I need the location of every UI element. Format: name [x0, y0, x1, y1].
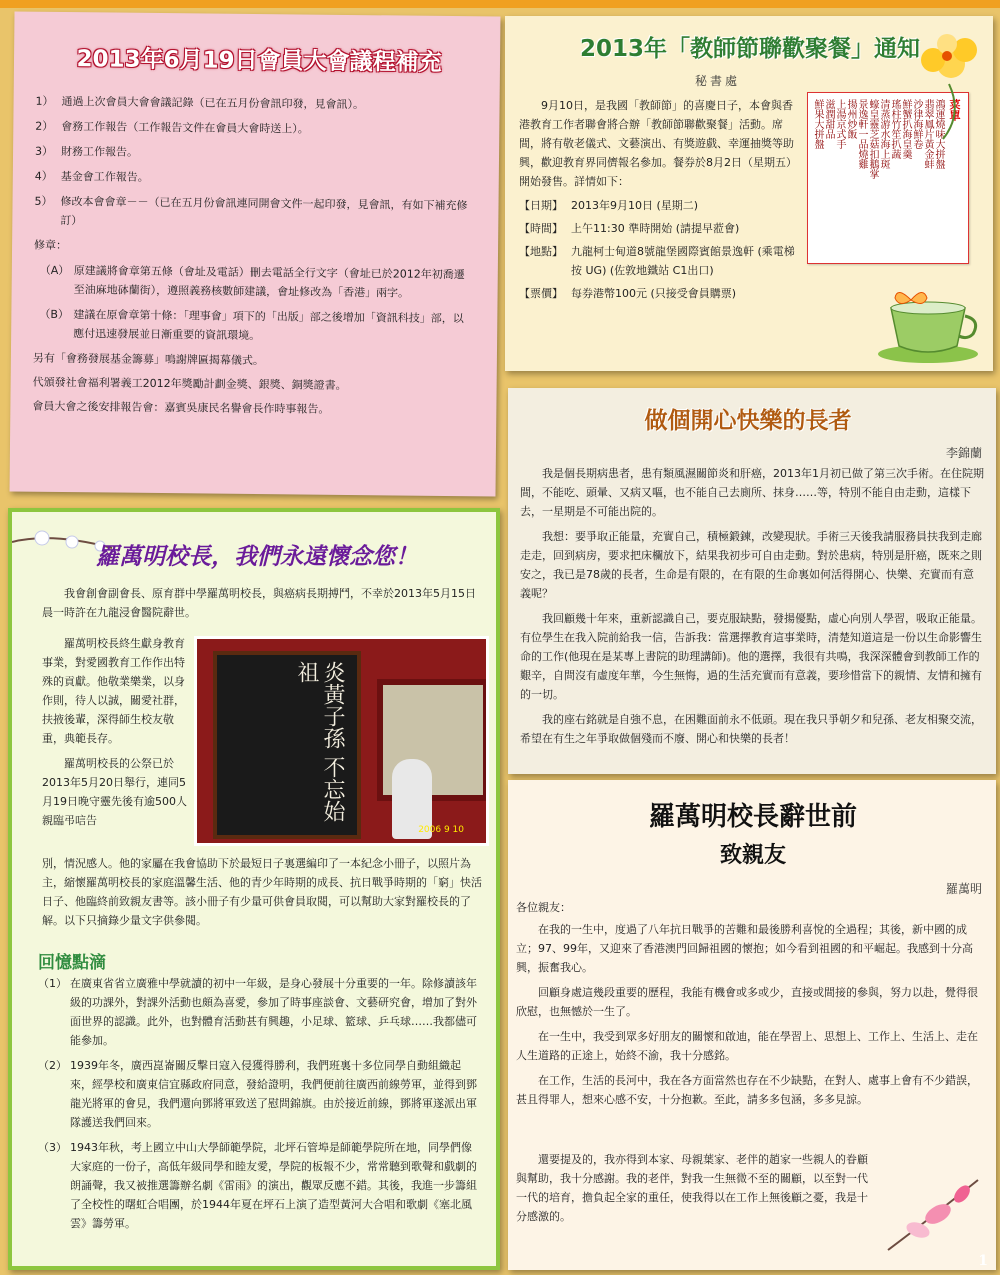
agenda-item-text: 修改本會會章－－（已在五月份會訊連同開會文件一起印發，見會訊，有如下補充修訂） [60, 194, 468, 228]
agenda-item-num: 3） [34, 144, 54, 158]
memorial-paragraph: 羅萬明校長終生獻身教育事業，對愛國教育工作作出特殊的貢獻。他敬業樂業，以身作則，待人以誠，關愛社群，扶掖後輩，深得師生校友敬重，典範長存。 [42, 637, 185, 745]
amend-item-num: （B） [39, 307, 69, 322]
letter-body-last [516, 1150, 868, 1232]
letter-greeting-text: 各位親友： [516, 901, 571, 914]
memory-item [38, 974, 482, 1050]
agenda-extra-2: 代頒發社會福利署義工2012年獎勵計劃金獎、銀獎、銅獎證書。 [32, 375, 347, 392]
memories-body [38, 974, 482, 1239]
amend-item-text: 原建議將會章第五條（會址及電話）刪去電話全行文字（會址已於2012年初喬遷至油麻地砵蘭街），遵照義務核數師建議，會址修改為「香港」兩字。 [73, 264, 465, 300]
photo-date-stamp: 2006 9 10 [418, 825, 464, 835]
letter-body [516, 920, 980, 1115]
memory-item-num: （3） [38, 1141, 67, 1154]
notice-paragraph: 9月10日，是我國「教師節」的喜慶日子，本會與香港教育工作者聯會將合辦「教師節聯歡聚餐」活動。席間，將有敬老儀式、文藝演出、有獎遊戲、幸運抽獎等助興，歡迎教育界同儕報名參加。餐券於8月2日（星期五）開始發售。詳情如下： [519, 99, 797, 188]
letter-paragraph: 在一生中，我受到眾多好朋友的關懷和啟迪，能在學習上、思想上、工作上、生活上、走在人生道路的正途上，始終不渝，我十分感銘。 [516, 1030, 978, 1062]
memories-list [38, 974, 482, 1233]
notice-details [519, 196, 801, 307]
menu-item: 蠔皇靈芝菇扣鵝掌 [867, 99, 878, 179]
letter-paragraph: 回顧身處這幾段重要的歷程，我能有機會或多或少，直接或間接的參與，努力以赴，覺得很欣慰，也無憾於一生了。 [516, 986, 978, 1018]
memorial-intro [42, 584, 482, 628]
agenda-item-num: 2） [35, 119, 54, 133]
elder-title: 做個開心快樂的長者 [644, 408, 852, 434]
agenda-item [35, 92, 475, 116]
menu-item: 景逸軒一品燒雞 [856, 99, 867, 169]
menu-item: 沙律海鮮卷 [911, 99, 922, 149]
memorial-panel [8, 508, 500, 1270]
notice-venue-row [519, 242, 801, 280]
amend-item [39, 305, 473, 348]
letter-author: 羅萬明 [945, 882, 982, 896]
notice-time-row [519, 219, 801, 238]
amend-item-text: 建議在原會章第十條：「理事會」項下的「出版」部之後增加「資訊科技」部，以應付迅速發展並日漸重要的資訊環境。 [73, 308, 464, 343]
memorial-title: 羅萬明校長，我們永遠懷念您！ [96, 544, 418, 570]
elder-paragraph: 我回顧幾十年來，重新認識自己，要克服缺點，發揚優點，虛心向別人學習，吸取正能量。有位學生在我入院前給我一信，告訴我：當選擇教育這事業時，清楚知道這是一份以生命影響生命的工作(他現在是某專上書院的助理講師)。他的選擇，我很有共鳴，我深深體會到教師工作的艱辛，自問沒有虛度年華，今生無悔，過的生活充實而有意義，要珍惜當下的親情、友情和擁有的一切。 [520, 612, 982, 701]
agenda-item-text: 通過上次會員大會會議記錄（已在五月份會訊印發，見會訊）。 [61, 94, 365, 112]
agenda-item [34, 192, 474, 235]
elder-panel [508, 388, 996, 774]
notice-body [519, 96, 801, 197]
menu-title: 菜單 [948, 99, 961, 121]
agenda-extra-1: 另有「會務發展基金籌募」鳴謝牌匾揭幕儀式。 [32, 351, 264, 368]
notice-title: 2013年「教師節聯歡聚餐」通知 [579, 36, 920, 62]
memorial-paragraph: 我會創會副會長、原育群中學羅萬明校長，與癌病長期搏鬥，不幸於2013年5月15日晨一時許在九龍浸會醫院辭世。 [42, 587, 476, 619]
notice-row-value: 九龍柯士甸道8號龍堡國際賓館景逸軒 (乘電梯按 UG) (佐敦地鐵站 C1出口) [571, 245, 795, 277]
amend-label: 修章： [34, 238, 68, 253]
amend-list [39, 261, 474, 348]
memories-heading: 回憶點滴 [38, 953, 106, 973]
notice-panel [505, 16, 993, 371]
agenda-item [35, 117, 475, 141]
amend-item-num: （A） [39, 263, 70, 278]
menu-item: 鮮蟹扒海皇羹 [900, 99, 911, 159]
agenda-item-text: 財務工作報告。 [60, 144, 139, 159]
page-number: 1 [978, 1253, 988, 1269]
notice-date-row [519, 196, 801, 215]
elder-body [520, 464, 984, 754]
menu-item: 鴻運燒味大拼盤 [933, 99, 944, 169]
menu-item: 鮮果大拼盤 [812, 99, 823, 149]
elder-paragraph: 我的座右銘就是自強不息，在困難面前永不低頭。現在我只爭朝夕和兒孫、老友相聚交流，希望在有生之年爭取做個殘而不廢、開心和快樂的長者！ [520, 713, 982, 745]
notice-row-value: 上午11:30 準時開始 (請提早蒞會) [571, 222, 740, 235]
memory-item-text: 1943年秋，考上國立中山大學師範學院，北坪石管埠是師範學院所在地，同學們像大家庭的一份子，高低年級同學和睦友愛，學院的板報不少，常常聽到歌聲和戲劇的朗誦聲，我又被推選籌辦名劇《雷雨》的演出，觀眾反應不錯。其後，我進一步籌組了全校性的曙虹合唱團，於1944年夏在坪石上演了造型黃河大合唱和歌劇《塞北風雲》籌勞軍。 [70, 1141, 477, 1230]
agenda-item-text: 基金會工作報告。 [60, 169, 149, 184]
notice-price-row [519, 284, 801, 303]
top-color-band [0, 0, 1000, 8]
yellow-flower-icon [903, 24, 983, 144]
menu-item: 瑤柱竹笙扒蔬 [889, 99, 900, 159]
menu-item: 上湯京式手 [834, 99, 845, 149]
memory-item-num: （1） [38, 977, 67, 990]
agenda-item-num: 1） [35, 94, 54, 108]
memory-item-num: （2） [38, 1059, 67, 1072]
elder-paragraph: 我是個長期病患者，患有類風濕關節炎和肝癌，2013年1月初已做了第三次手術。在住院期間，不能吃、頭暈、又病又嘔，也不能自己去廁所、抹身……等，特別不能自由走動，這樣下去，一星期是不可能出院的。 [520, 467, 984, 518]
notice-author: 秘書處 [695, 74, 741, 88]
notice-row-key: 【日期】 [519, 199, 563, 212]
memory-item [38, 1056, 482, 1132]
menu-item: 揚州炒飯 [845, 99, 856, 139]
letter-paragraph: 在工作，生活的長河中，我在各方面當然也存在不少缺點，在對人、處事上會有不少錯誤，甚且得罪人，想來心感不安，十分抱歉。至此，請多多包涵，多多見諒。 [516, 1074, 978, 1106]
menu-item: 翡翠鳳片黃金蚌 [922, 99, 933, 169]
agenda-body [32, 92, 475, 421]
letter-paragraph: 在我的一生中，度過了八年抗日戰爭的苦難和最後勝利喜悅的全過程；其後，新中國的成立；97、99年，又迎來了香港澳門回歸祖國的懷抱；如今看到祖國的和平崛起。我感到十分高興，振奮我心。 [516, 923, 973, 974]
agenda-item [35, 142, 475, 166]
menu-item: 滋潤甜品 [823, 99, 834, 139]
agenda-list [34, 92, 475, 235]
letter-subtitle: 致親友 [719, 842, 786, 868]
letter-title: 羅萬明校長辭世前 [648, 802, 857, 832]
memorial-paragraph: 別，情況感人。他的家屬在我會協助下於最短日子裏選編印了一本紀念小冊子，以照片為主，縮懷羅萬明校長的家庭溫馨生活、他的青少年時期的成長、抗日戰爭時期的「窮」快活日子、他臨終前致親友書等。該小冊子有少量可供會員取閱，可以幫助大家對羅校長的了解。以下只摘錄少量文字供參閱。 [42, 857, 482, 927]
pink-blossom-icon [878, 1170, 988, 1260]
memorial-left-column [42, 634, 188, 836]
agenda-item-text: 會務工作報告（工作報告文件在會員大會時送上）。 [61, 119, 309, 136]
letter-paragraph: 還要提及的，我亦得到本家、母親葉家、老伴的趙家一些親人的眷顧與幫助，我十分感謝。我的老伴，對我一生無微不至的關顧，以至對一代一代的培育，擔負起全家的重任，使我得以在工作上無後顧之憂，我是十分感激的。 [516, 1153, 868, 1223]
butterfly-icon [893, 286, 929, 314]
memorial-continued [42, 854, 482, 936]
elder-author: 李錦蘭 [945, 446, 982, 460]
amend-item [40, 261, 474, 304]
notice-row-value: 每券港幣100元 (只接受會員購票) [571, 287, 737, 300]
calligraphy-text: 炎黃子孫 不忘始祖 [294, 661, 345, 822]
agenda-item [35, 167, 475, 191]
notice-row-value: 2013年9月10日 (星期二) [571, 199, 699, 212]
memorial-photo [194, 636, 489, 846]
memory-item-text: 1939年冬，廣西崑崙關反擊日寇入侵獲得勝利，我們班裏十多位同學自動組織起來，經學校和廣東信宜縣政府同意，發給證明，我們便前往廣西前線勞軍，並得到鄧龍光將軍的會見，我們還向鄧將軍致送了慰問錦旗。由於接近前線，鄧將軍遂派出軍隊護送我們回來。 [70, 1059, 477, 1129]
memory-item [38, 1138, 482, 1233]
menu-item: 清蒸游水海上斑 [878, 99, 889, 169]
memorial-paragraph: 羅萬明校長的公祭已於2013年5月20日舉行，連同5月19日晚守靈先後有逾500人親臨弔唁告 [42, 757, 187, 827]
agenda-panel [10, 11, 501, 496]
elder-paragraph: 我想：要爭取正能量，充實自己，積極鍛鍊，改變現狀。手術三天後我請服務員扶我到走廊走走，回到病房，要求把床欄放下，結果我初步可自由走動。對於患病，特別是肝癌，既來之則安之，我已是78歲的長者，生命是有限的，在有限的生命裏如何活得開心、快樂、充實而有意義呢？ [520, 530, 982, 600]
notice-row-key: 【地點】 [519, 245, 563, 258]
memory-item-text: 在廣東省省立廣雅中學就讀的初中一年級，是身心發展十分重要的一年。除修讀該年級的功課外，對課外活動也頗為喜愛，參加了時事座談會、文藝研究會，增加了對外面世界的認識。此外，也對體育活動甚有興趣，小足球、籃球、乒乓球……我都儘可能參加。 [70, 977, 477, 1047]
notice-row-key: 【票價】 [519, 287, 563, 300]
notice-row-key: 【時間】 [519, 222, 563, 235]
agenda-item-num: 4） [34, 169, 53, 183]
agenda-item-num: 5） [34, 194, 53, 208]
agenda-title: 2013年6月19日會員大會議程補充 [76, 46, 442, 76]
agenda-extra-3: 會員大會之後安排報告會：嘉賓吳康民名譽會長作時事報告。 [32, 399, 330, 416]
letter-panel [508, 780, 996, 1270]
